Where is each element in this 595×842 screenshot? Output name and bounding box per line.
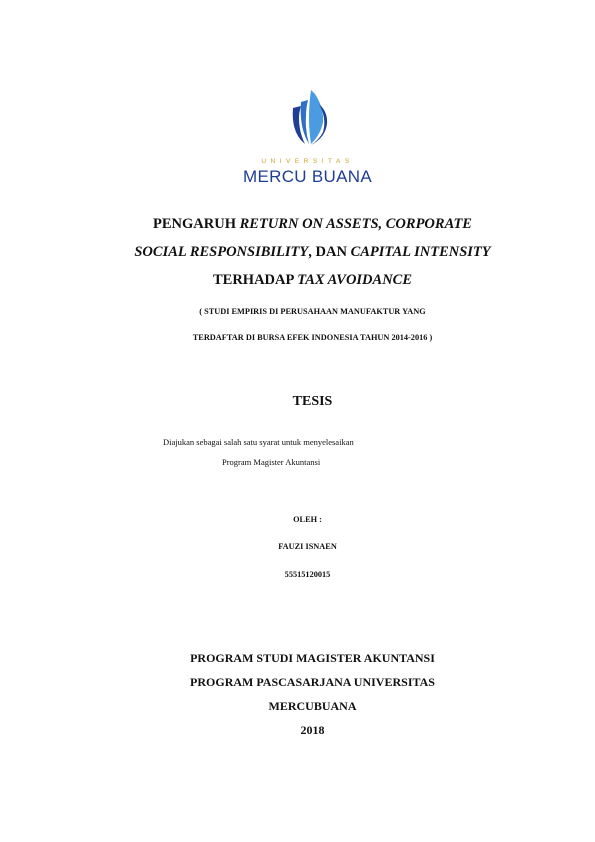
title-line-2-connector: , DAN <box>308 244 351 260</box>
title-line-1 <box>0 216 595 233</box>
title-line-1-prefix: PENGARUH <box>153 216 240 232</box>
institution-line-2: PROGRAM PASCASARJANA UNIVERSITAS <box>190 675 435 689</box>
purpose-line-1: Diajukan sebagai salah satu syarat untuk menyelesaikan <box>163 437 354 447</box>
mercu-buana-logo-icon <box>289 88 329 148</box>
student-id: 55515120015 <box>284 570 331 579</box>
publication-year: 2018 <box>300 723 325 737</box>
title-line-3-italic: TAX AVOIDANCE <box>297 272 413 288</box>
purpose-line-2: Program Magister Akuntansi <box>222 457 321 467</box>
title-line-2-italic-a: SOCIAL RESPONSIBILITY <box>134 244 309 260</box>
university-logo <box>0 88 595 188</box>
document-type: TESIS <box>292 394 333 409</box>
author-by-label: OLEH : <box>293 515 322 524</box>
author-name: FAUZI ISNAEN <box>278 542 337 551</box>
title-line-3-prefix: TERHADAP <box>212 272 298 288</box>
title-line-3 <box>0 272 595 289</box>
logo-university-name: MERCU BUANA <box>243 167 372 186</box>
subtitle-line-1: ( STUDI EMPIRIS DI PERUSAHAAN MANUFAKTUR YANG <box>199 307 426 316</box>
title-line-2-italic-b: CAPITAL INTENSITY <box>350 244 491 260</box>
subtitle-line-2: TERDAFTAR DI BURSA EFEK INDONESIA TAHUN 2014-2016 ) <box>192 333 433 342</box>
logo-university-label: UNIVERSITAS <box>261 158 354 165</box>
title-line-1-italic: RETURN ON ASSETS, CORPORATE <box>239 216 472 232</box>
institution-line-3: MERCUBUANA <box>268 699 357 713</box>
institution-line-1: PROGRAM STUDI MAGISTER AKUNTANSI <box>190 651 435 665</box>
title-line-2 <box>0 244 595 261</box>
